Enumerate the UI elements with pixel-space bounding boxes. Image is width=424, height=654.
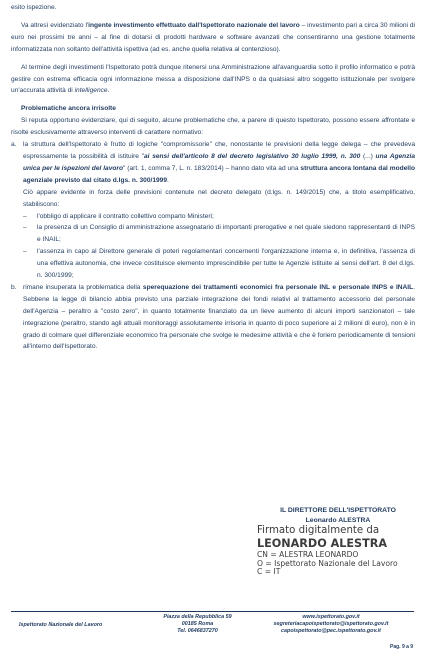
list-item-b: b. rimane insuperata la problematica della sperequazione dei trattamenti economici fra personale INL e personale INPS e INAIL. Sebbene la legge di bilancio abbia previsto una parziale integrazione dei fondi relativi al trattamento accessorio del personale dell'Agenzia – peraltro a "costo zero", in quanto totalmente finanziato da un lieve aumento di alcuni importi sanzionatori – tale integrazione (peraltro, stando agli attuali monitoraggi assolutamente irrisoria in quanto di poco superiore ai 2 milioni di euro), non è in grado di colmare quel differenziale economico fra personale che svolge le medesime attività e che è foriero periodicamente di tensioni all'interno dell'Ispettorato. (11, 283, 416, 351)
paragraph-investimento: Va altresì evidenziato l'ingente investimento effettuato dall'Ispettorato nazionale del lavoro – investimento pari a circa 30 milioni di euro nei prossimi tre anni – al fine di dotarsi di prodotti hardware e software avanzati che consentiranno una gestione totalmente informatizzata non soltanto dell'attività ispettiva (ad es. anche quella relativa al contenzioso). (11, 21, 416, 53)
highlight-investimento: ingente investimento effettuato dall'Ispettorato nazionale del lavoro (88, 21, 300, 29)
footer-address: Piazza della Repubblica 59 00185 Roma Tel. 0646837270 (163, 614, 232, 634)
paragraph-intro: Si reputa opportuno evidenziare, qui di seguito, alcune problematiche che, a parere di questo Ispettorato, possono essere affrontate e risolte esclusivamente attraverso interventi di carattere normativo: (11, 117, 415, 137)
signature-title: IL DIRETTORE DELL'ISPETTORATO Leonardo ALESTRA (268, 506, 408, 526)
dash-item: – l'assenza in capo al Direttore generale di poteri regolamentari concernenti l'organizzazione interna e, in definitiva, l'assenza di una effettiva autonomia, che invece costituisce elemento imprescindibile per tutte le Agenzie istituite ai sensi dell'art. 8 del d.lgs. n. 300/1999; (23, 248, 415, 280)
body-text (11, 2, 415, 353)
paragraph-esito: esito ispezione. (11, 4, 57, 11)
footer-divider (11, 611, 414, 612)
paragraph-avanguardia: Al termine degli investimenti l'Ispettorato potrà dunque ritenersi una Amministrazione all'avanguardia sotto il profilo informatico e potrà gestire con estrema efficacia ogni informazione messa a disposizione dall'INPS o da qualsiasi altro soggetto istituzionale per svolgere un'accurata attività di intelligence. (11, 63, 415, 95)
paragraph-cio-appare: Ciò appare evidente in forza delle previsioni contenute nel decreto delegato (d.lgs. n. 149/2015) che, a titolo esemplificativo, stabiliscono: (23, 188, 415, 208)
email-link[interactable]: segreteriacapoispettorato@ispettorato.gov.it (273, 620, 389, 627)
website-link[interactable]: www.ispettorato.gov.it (302, 614, 360, 620)
footer-org: Ispettorato Nazionale del Lavoro (19, 622, 103, 628)
list-marker-b: b. (11, 283, 17, 291)
dash-item: – l'obbligo di applicare il contratto collettivo comparto Ministeri; (23, 212, 214, 220)
list-item-a: a. la struttura dell'Ispettorato è frutto di logiche "compromissorie" che, nonostante le previsioni della legge delega – che prevedeva espressamente la possibilità di istituire "ai sensi dell'articolo 8 del decreto legislativo 30 luglio 1999, n. 300 (...) una Agenzia unica per le ispezioni del lavoro" (art. 1, comma 7, L. n. 183/2014) – hanno dato vita ad una struttura ancora lontana dal modello agenziale previsto dal citato d.lgs. n. 300/1999. (11, 141, 415, 184)
footer-contacts (256, 614, 406, 634)
intelligence-term: intelligence (74, 87, 108, 95)
pec-link[interactable]: capoispettorato@pec.ispettorato.gov.it (281, 627, 381, 634)
digital-signature: Firmato digitalmente da LEONARDO ALESTRA CN = ALESTRA LEONARDO O = Ispettorato Nazionale del Lavoro C = IT (257, 525, 398, 577)
page-number: Pag. 9 a 9 (390, 644, 414, 650)
signatory-name: Leonardo ALESTRA (305, 517, 371, 524)
dash-item: – la presenza di un Consiglio di amministrazione assegnatario di importanti prerogative e nel quale siedono rappresentanti di INPS e INAIL; (23, 224, 415, 244)
section-heading: Problematiche ancora irrisolte (21, 105, 116, 113)
list-marker-a: a. (11, 141, 17, 149)
